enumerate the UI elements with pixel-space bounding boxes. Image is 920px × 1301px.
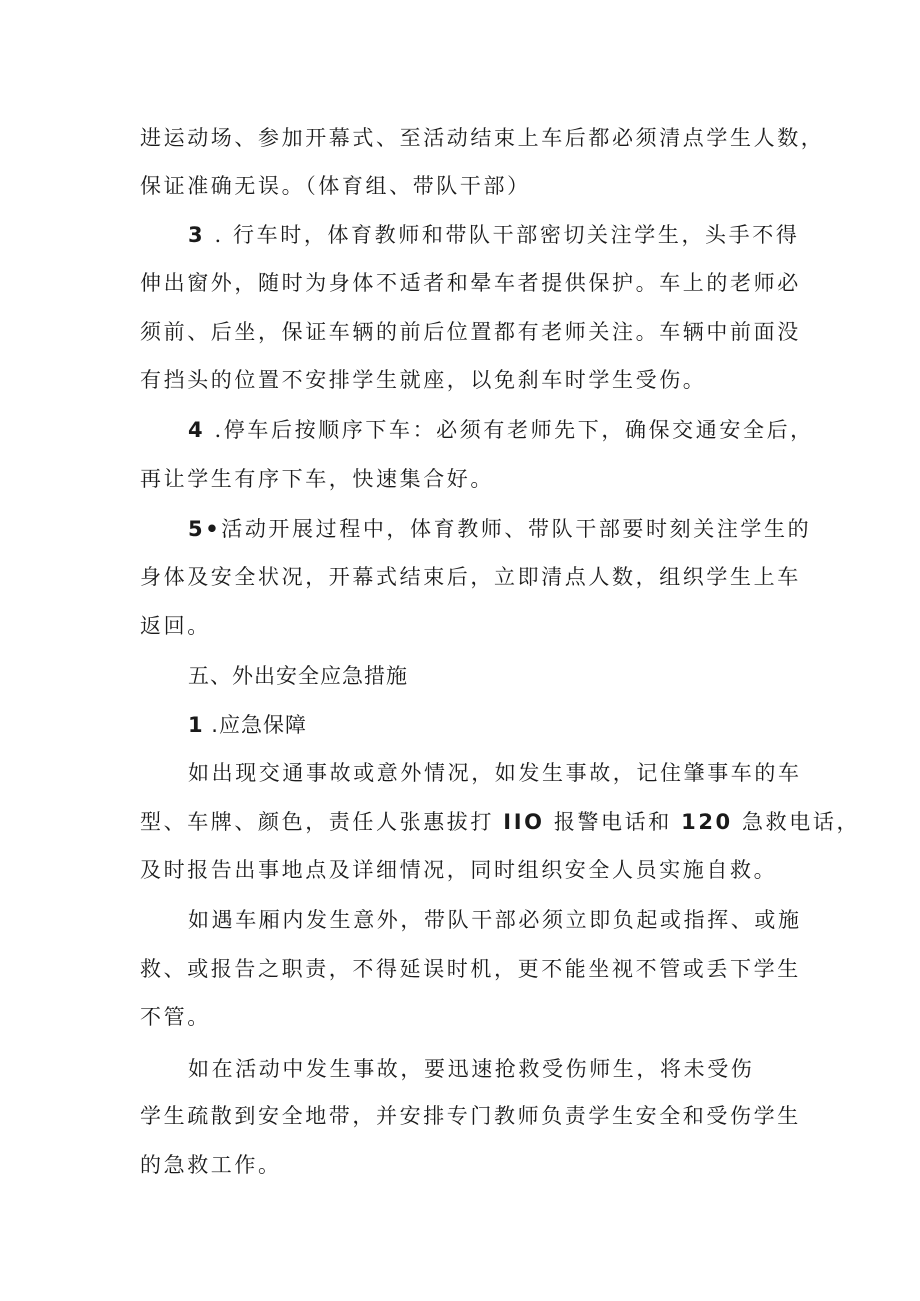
paragraph-6-line-1: 如出现交通事故或意外情况，如发生事故，记住肇事车的车	[188, 761, 802, 785]
police-number: IIO	[503, 810, 545, 834]
paragraph-5-line-1	[188, 515, 811, 543]
paragraph-8-line-3: 的急救工作。	[140, 1153, 282, 1177]
paragraph-7-line-2: 救、或报告之职责，不得延误时机，更不能坐视不管或丢下学生	[140, 957, 801, 981]
paragraph-6-line-2-part-a: 型、车牌、颜色，责任人张惠拔打	[140, 810, 504, 834]
paragraph-4-line-2: 再让学生有序下车，快速集合好。	[140, 467, 494, 491]
paragraph-7-line-3: 不管。	[140, 1005, 211, 1029]
paragraph-1-line-1: 进运动场、参加开幕式、至活动结束上车后都必须清点学生人数，	[140, 126, 825, 150]
paragraph-6-line-2-part-b: 报警电话和	[544, 810, 682, 834]
paragraph-6-line-2	[140, 808, 860, 836]
paragraph-4-line-1-text: .停车后按顺序下车：必须有老师先下，确保交通安全后，	[205, 418, 814, 442]
item-number-4: 4	[188, 418, 206, 442]
ambulance-number: 120	[681, 810, 733, 834]
item-number-1: 1	[188, 713, 204, 737]
paragraph-1-line-2: 保证准确无误。（体育组、带队干部）	[140, 174, 531, 198]
paragraph-3-line-1-text: . 行车时，体育教师和带队干部密切关注学生，头手不得	[205, 223, 800, 247]
section-5-heading: 五、外出安全应急措施	[188, 664, 408, 688]
paragraph-5-line-3: 返回。	[140, 614, 211, 638]
subsection-1-label: .应急保障	[203, 713, 307, 737]
paragraph-6-line-2-part-c: 急救电话，	[732, 810, 861, 834]
paragraph-5-line-1-text: 活动开展过程中，体育教师、带队干部要时刻关注学生的	[221, 517, 812, 541]
paragraph-8-line-1: 如在活动中发生事故，要迅速抢救受伤师生，将未受伤	[188, 1057, 755, 1081]
subsection-1-heading	[188, 711, 307, 739]
paragraph-3-line-2: 伸出窗外，随时为身体不适者和晕车者提供保护。车上的老师必	[140, 271, 801, 295]
paragraph-3-line-1	[188, 221, 799, 249]
paragraph-4-line-1	[188, 416, 814, 444]
item-number-5: 5•	[188, 517, 222, 541]
paragraph-5-line-2: 身体及安全状况，开幕式结束后，立即清点人数，组织学生上车	[140, 565, 801, 589]
paragraph-3-line-4: 有挡头的位置不安排学生就座，以免刹车时学生受伤。	[140, 368, 707, 392]
paragraph-3-line-3: 须前、后坐，保证车辆的前后位置都有老师关注。车辆中前面没	[140, 320, 801, 344]
paragraph-7-line-1: 如遇车厢内发生意外，带队干部必须立即负起或指挥、或施	[188, 908, 802, 932]
paragraph-8-line-2: 学生疏散到安全地带，并安排专门教师负责学生安全和受伤学生	[140, 1104, 801, 1128]
item-number-3: 3	[188, 223, 206, 247]
paragraph-6-line-3: 及时报告出事地点及详细情况，同时组织安全人员实施自救。	[140, 858, 778, 882]
